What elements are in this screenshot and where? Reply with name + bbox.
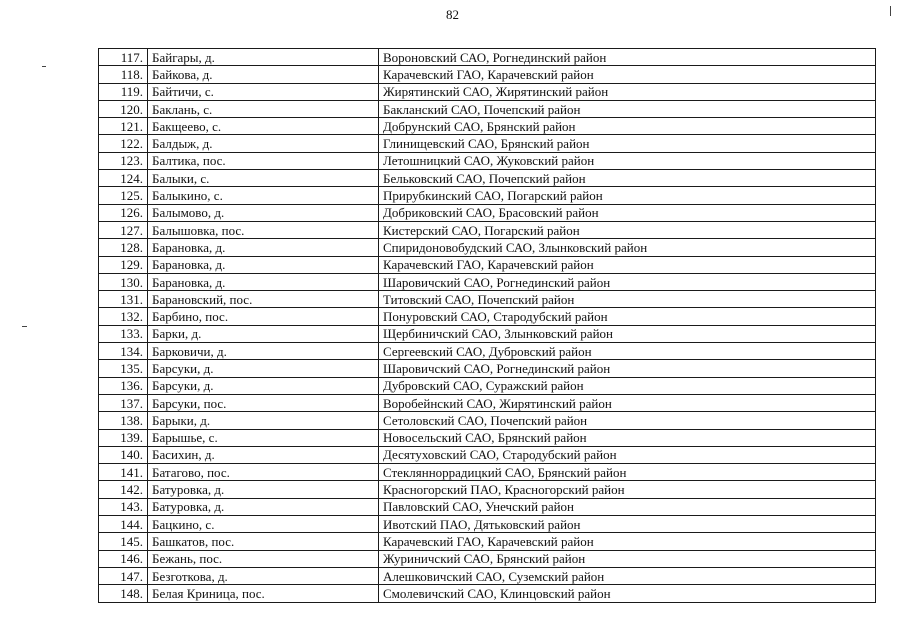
table-row [99, 118, 876, 135]
table-row [99, 446, 876, 463]
settlement-name: Барановка, д. [148, 256, 379, 273]
administrative-unit: Глинищевский САО, Брянский район [379, 135, 876, 152]
administrative-unit: Сетоловский САО, Почепский район [379, 412, 876, 429]
table-row [99, 343, 876, 360]
settlement-name: Батуровка, д. [148, 498, 379, 515]
settlement-name: Батуровка, д. [148, 481, 379, 498]
settlement-name: Барановка, д. [148, 273, 379, 290]
row-number: 137. [99, 394, 148, 411]
row-number: 144. [99, 516, 148, 533]
table-row [99, 360, 876, 377]
administrative-unit: Шаровичский САО, Рогнединский район [379, 360, 876, 377]
row-number: 125. [99, 187, 148, 204]
administrative-unit: Павловский САО, Унечский район [379, 498, 876, 515]
row-number: 126. [99, 204, 148, 221]
row-number: 142. [99, 481, 148, 498]
page-number: 82 [446, 7, 459, 22]
row-number: 134. [99, 343, 148, 360]
table-row [99, 100, 876, 117]
settlement-name: Байтичи, с. [148, 83, 379, 100]
administrative-unit: Кистерский САО, Погарский район [379, 221, 876, 238]
administrative-unit: Алешковичский САО, Суземский район [379, 567, 876, 584]
row-number: 130. [99, 273, 148, 290]
settlement-name: Бацкино, с. [148, 516, 379, 533]
table-row [99, 498, 876, 515]
table-row [99, 429, 876, 446]
administrative-unit: Понуровский САО, Стародубский район [379, 308, 876, 325]
settlement-name: Барки, д. [148, 325, 379, 342]
settlement-name: Балыки, с. [148, 170, 379, 187]
row-number: 141. [99, 464, 148, 481]
settlements-table-body [99, 49, 876, 603]
settlement-name: Барышье, с. [148, 429, 379, 446]
table-row [99, 377, 876, 394]
scan-mark-top-right [890, 6, 891, 16]
row-number: 120. [99, 100, 148, 117]
table-row [99, 291, 876, 308]
administrative-unit: Щербиничский САО, Злынковский район [379, 325, 876, 342]
administrative-unit: Добриковский САО, Брасовский район [379, 204, 876, 221]
administrative-unit: Бельковский САО, Почепский район [379, 170, 876, 187]
row-number: 117. [99, 49, 148, 66]
table-row [99, 273, 876, 290]
settlement-name: Барбино, пос. [148, 308, 379, 325]
administrative-unit: Новосельский САО, Брянский район [379, 429, 876, 446]
table-row [99, 516, 876, 533]
table-row [99, 308, 876, 325]
table-row [99, 135, 876, 152]
row-number: 135. [99, 360, 148, 377]
table-row [99, 325, 876, 342]
table-row [99, 256, 876, 273]
administrative-unit: Карачевский ГАО, Карачевский район [379, 66, 876, 83]
table-row [99, 187, 876, 204]
administrative-unit: Сергеевский САО, Дубровский район [379, 343, 876, 360]
settlement-name: Барановка, д. [148, 239, 379, 256]
settlement-name: Басихин, д. [148, 446, 379, 463]
settlement-name: Безготкова, д. [148, 567, 379, 584]
administrative-unit: Вороновский САО, Рогнединский район [379, 49, 876, 66]
table-row [99, 412, 876, 429]
administrative-unit: Карачевский ГАО, Карачевский район [379, 533, 876, 550]
row-number: 129. [99, 256, 148, 273]
settlement-name: Бежань, пос. [148, 550, 379, 567]
settlement-name: Башкатов, пос. [148, 533, 379, 550]
administrative-unit: Ивотский ПАО, Дятьковский район [379, 516, 876, 533]
settlement-name: Бакщеево, с. [148, 118, 379, 135]
administrative-unit: Красногорский ПАО, Красногорский район [379, 481, 876, 498]
administrative-unit: Шаровичский САО, Рогнединский район [379, 273, 876, 290]
table-row [99, 533, 876, 550]
administrative-unit: Журиничский САО, Брянский район [379, 550, 876, 567]
administrative-unit: Спиридоновобудский САО, Злынковский район [379, 239, 876, 256]
row-number: 145. [99, 533, 148, 550]
settlement-name: Барковичи, д. [148, 343, 379, 360]
table-row [99, 66, 876, 83]
table-row [99, 239, 876, 256]
row-number: 119. [99, 83, 148, 100]
settlement-name: Барановский, пос. [148, 291, 379, 308]
administrative-unit: Жирятинский САО, Жирятинский район [379, 83, 876, 100]
table-row [99, 481, 876, 498]
table-row [99, 170, 876, 187]
settlement-name: Байкова, д. [148, 66, 379, 83]
administrative-unit: Карачевский ГАО, Карачевский район [379, 256, 876, 273]
table-row [99, 204, 876, 221]
row-number: 143. [99, 498, 148, 515]
settlement-name: Балышовка, пос. [148, 221, 379, 238]
settlement-name: Балтика, пос. [148, 152, 379, 169]
administrative-unit: Стеклянноррадицкий САО, Брянский район [379, 464, 876, 481]
row-number: 123. [99, 152, 148, 169]
table-row [99, 464, 876, 481]
administrative-unit: Воробейнский САО, Жирятинский район [379, 394, 876, 411]
table-row [99, 567, 876, 584]
scan-mark-left-lower [22, 326, 27, 327]
settlements-table [98, 48, 876, 603]
row-number: 140. [99, 446, 148, 463]
row-number: 124. [99, 170, 148, 187]
settlement-name: Балдыж, д. [148, 135, 379, 152]
table-row [99, 394, 876, 411]
administrative-unit: Смолевичский САО, Клинцовский район [379, 585, 876, 602]
administrative-unit: Летошницкий САО, Жуковский район [379, 152, 876, 169]
settlement-name: Барыки, д. [148, 412, 379, 429]
settlement-name: Балыкино, с. [148, 187, 379, 204]
table-row [99, 585, 876, 602]
row-number: 136. [99, 377, 148, 394]
row-number: 146. [99, 550, 148, 567]
administrative-unit: Десятуховский САО, Стародубский район [379, 446, 876, 463]
row-number: 132. [99, 308, 148, 325]
row-number: 131. [99, 291, 148, 308]
administrative-unit: Прирубкинский САО, Погарский район [379, 187, 876, 204]
table-row [99, 221, 876, 238]
administrative-unit: Дубровский САО, Суражский район [379, 377, 876, 394]
row-number: 121. [99, 118, 148, 135]
scan-mark-left-upper [42, 66, 46, 67]
table-row [99, 49, 876, 66]
table-row [99, 550, 876, 567]
row-number: 139. [99, 429, 148, 446]
row-number: 133. [99, 325, 148, 342]
row-number: 128. [99, 239, 148, 256]
table-row [99, 83, 876, 100]
table-row [99, 152, 876, 169]
row-number: 148. [99, 585, 148, 602]
row-number: 118. [99, 66, 148, 83]
settlement-name: Барсуки, д. [148, 377, 379, 394]
row-number: 147. [99, 567, 148, 584]
settlement-name: Барсуки, д. [148, 360, 379, 377]
row-number: 122. [99, 135, 148, 152]
settlement-name: Байгары, д. [148, 49, 379, 66]
administrative-unit: Добрунский САО, Брянский район [379, 118, 876, 135]
row-number: 127. [99, 221, 148, 238]
settlement-name: Барсуки, пос. [148, 394, 379, 411]
settlement-name: Белая Криница, пос. [148, 585, 379, 602]
administrative-unit: Титовский САО, Почепский район [379, 291, 876, 308]
settlement-name: Баклань, с. [148, 100, 379, 117]
administrative-unit: Бакланский САО, Почепский район [379, 100, 876, 117]
row-number: 138. [99, 412, 148, 429]
settlement-name: Балымово, д. [148, 204, 379, 221]
settlement-name: Батагово, пос. [148, 464, 379, 481]
